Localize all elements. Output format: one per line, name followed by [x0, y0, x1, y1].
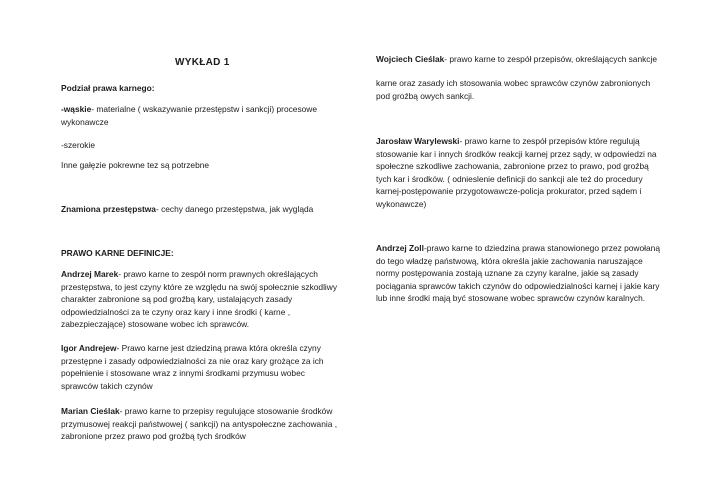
narrow-item	[61, 103, 336, 128]
znamiona-label: Znamiona przestępstwa	[61, 204, 156, 214]
definition-cieslak-marian	[61, 405, 346, 443]
definition-author: Andrzej Zoll	[376, 243, 424, 253]
definition-andrejew	[61, 342, 341, 392]
definition-cieslak-wojciech-continued: karne oraz zasady ich stosowania wobec sprawców czynów zabronionych pod groźbą owych sankcji.	[376, 78, 651, 101]
znamiona-text: - cechy danego przestępstwa, jak wygląda	[155, 204, 314, 214]
definition-author: Jarosław Warylewski	[376, 136, 460, 146]
definition-warylewski	[376, 135, 666, 211]
definition-author: Wojciech Cieślak	[376, 54, 445, 64]
broad-item: -szerokie	[61, 140, 95, 150]
definition-zoll	[376, 242, 666, 305]
definition-text: -prawo karne to dziedzina prawa stanowionego przez powołaną do tego władzę państwową, która określa jakie zachowania naruszające normy postępowania zostają uznane za czyny karalne, jakie są zasady pociągania sprawców takich czynów do odpowiedzialności karnej i jakie kary lub inne środki mają być stosowane wobec sprawców czynów karalnych.	[376, 243, 660, 304]
lecture-title: WYKŁAD 1	[175, 57, 230, 68]
definition-marek	[61, 268, 346, 331]
definition-text: - prawo karne to zespół przepisów, określających sankcje	[444, 54, 658, 64]
definition-text: - prawo karne to zespół norm prawnych określających przestępstwa, to jest czyny które ze względu na swój społecznie szkodliwy charakter zabronione są pod groźbą kary, ustalających zasady odpowiedzialności za te czyny oraz kary i inne środki ( karne , zabezpieczające) stosowane wobec ich sprawców.	[61, 269, 338, 330]
definition-author: Andrzej Marek	[61, 269, 119, 279]
definition-author: Marian Cieślak	[61, 406, 120, 416]
definitions-heading: PRAWO KARNE DEFINICJE:	[61, 248, 174, 258]
definition-cieslak-wojciech	[376, 53, 676, 66]
narrow-text: - materialne ( wskazywanie przestępstw i sankcji) procesowe wykonawcze	[61, 104, 318, 127]
definition-text: - prawo karne to przepisy regulujące stosowanie środków przymusowej reakcji państwowej ( sankcji) na antyspołeczne zachowania , zabronione przez prawo pod groźbą tych środków	[61, 406, 338, 442]
division-heading: Podział prawa karnego:	[61, 83, 155, 93]
related-branches-note: Inne gałęzie pokrewne tez są potrzebne	[61, 160, 210, 170]
definition-author: Igor Andrejew	[61, 343, 117, 353]
definition-text: - prawo karne to zespół przepisów które regulują stosowanie kar i innych środków reakcji karnej przez sądy, w odpowiedzi na społeczne szkodliwe zachowania, zabronione przez to prawo, pod groźbą tych kar i środków. ( odnieslenie definicji do sankcji ale też do procedury karnej-postępowanie przygotowawcze-policja prokurator, przed sądem i wykonawcze)	[376, 136, 657, 209]
definition-text: - Prawo karne jest dziedziną prawa która określa czyny przestępne i zasady odpowiedzialności za nie oraz kary grożące za ich popełnienie i stosowane wraz z innymi środkami przymusu wobec sprawców takich czynów	[61, 343, 324, 391]
znamiona-paragraph	[61, 203, 346, 216]
narrow-label: -wąskie	[61, 104, 92, 114]
